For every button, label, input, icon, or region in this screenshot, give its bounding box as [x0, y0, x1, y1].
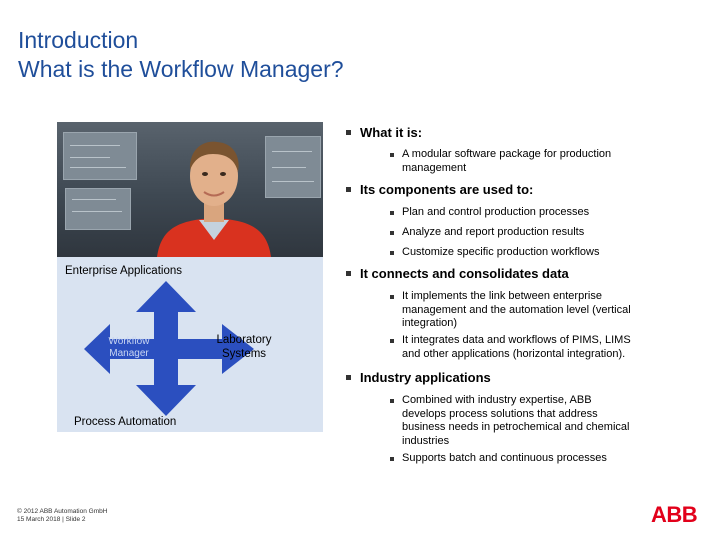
sub-bullet-line: develops process solutions that address: [402, 407, 598, 420]
workflow-manager-label: Workflow Manager: [108, 336, 150, 359]
sub-bullet-item: [402, 206, 652, 220]
bullet-item: Its components are used to:: [360, 182, 534, 197]
sub-bullet-item: [402, 246, 652, 260]
sub-bullet-line: It integrates data and workflows of PIMS, LIMS: [402, 334, 631, 346]
sub-bullet-item: [402, 148, 652, 175]
sub-bullet-line: Plan and control production processes: [402, 206, 590, 218]
background-monitor: [65, 188, 131, 230]
footer: [17, 508, 107, 524]
sub-bullet-line: Combined with industry expertise, ABB: [402, 394, 592, 406]
process-automation-label: Process Automation: [74, 416, 177, 428]
operator-figure: [149, 128, 279, 257]
sub-bullet-line: Customize specific production workflows: [402, 246, 600, 258]
sub-bullet-line: integration): [402, 317, 458, 329]
sub-bullet-item: [402, 394, 652, 448]
sub-bullet-line: A modular software package for production: [402, 148, 612, 160]
sub-bullet-line: and other applications (horizontal integration).: [402, 347, 626, 360]
abb-logo-icon: [651, 503, 706, 525]
workflow-diagram: [57, 257, 323, 432]
sub-bullet-line: Supports batch and continuous processes: [402, 452, 607, 464]
operator-photo: [57, 122, 323, 257]
slide-title: [18, 26, 344, 84]
sub-bullet-line: industries: [402, 434, 450, 447]
sub-bullet-item: [402, 290, 652, 331]
bullet-item: It connects and consolidates data: [360, 266, 569, 281]
sub-bullet-item: [402, 334, 652, 361]
sub-bullet-line: management: [402, 161, 467, 174]
laboratory-systems-label: Laboratory Systems: [216, 334, 272, 360]
bullet-item: Industry applications: [360, 370, 491, 385]
background-monitor: [63, 132, 137, 180]
bullet-item: What it is:: [360, 125, 423, 140]
sub-bullet-line: It implements the link between enterprise: [402, 290, 602, 302]
svg-text:ABB: ABB: [651, 503, 698, 525]
slide-title-line2: What is the Workflow Manager?: [18, 56, 344, 82]
slide-date: 15 March 2018 | Slide 2: [17, 516, 86, 523]
copyright: © 2012 ABB Automation GmbH: [17, 508, 108, 515]
sub-bullet-line: Analyze and report production results: [402, 226, 585, 238]
sub-bullet-item: [402, 452, 652, 466]
sub-bullet-item: [402, 226, 652, 240]
sub-bullet-line: business needs in petrochemical and chemical: [402, 421, 630, 433]
sub-bullet-line: management and the automation level (vertical: [402, 303, 631, 316]
enterprise-applications-label: Enterprise Applications: [65, 265, 182, 277]
slide-title-line1: Introduction: [18, 27, 139, 53]
